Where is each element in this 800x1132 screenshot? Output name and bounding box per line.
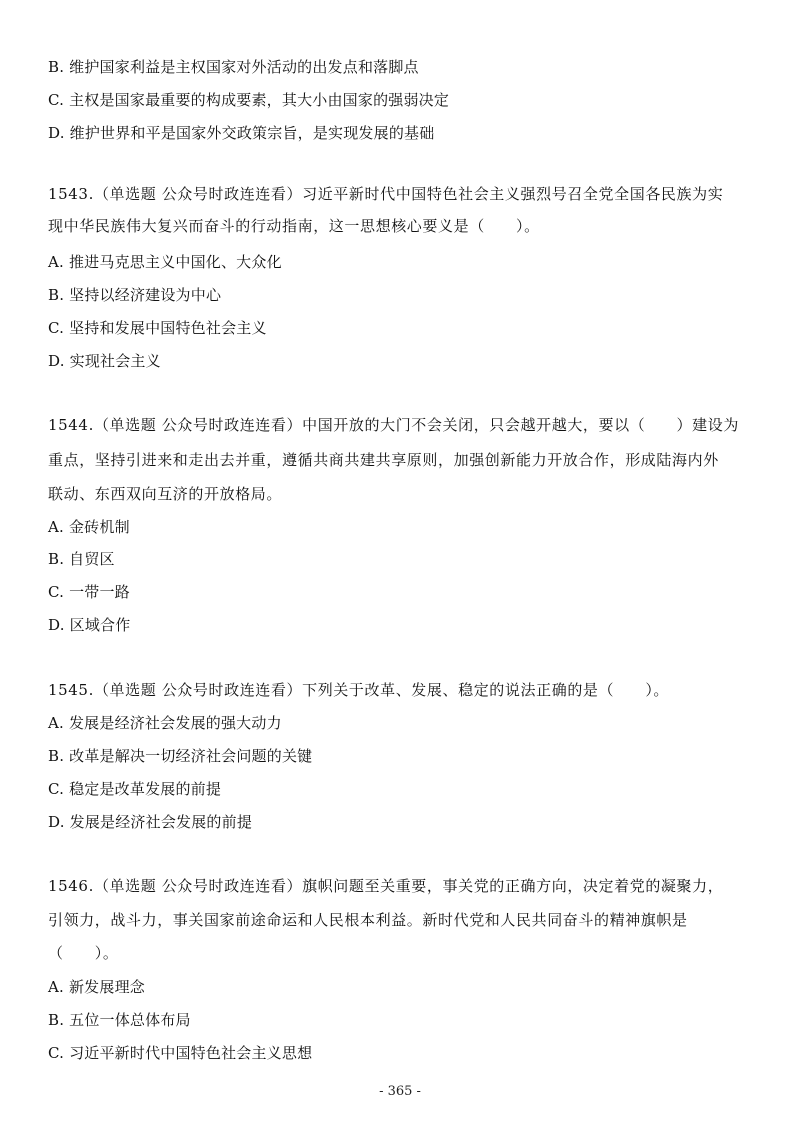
question-stem-line: 现中华民族伟大复兴而奋斗的行动指南，这一思想核心要义是（ ）。 [48,217,540,235]
question-stem-line: 联动、东西双向互济的开放格局。 [48,485,283,503]
question-stem-line: 1543.（单选题 公众号时政连连看）习近平新时代中国特色社会主义强烈号召全党全国各民族为实 [48,185,724,203]
option-d: D. 发展是经济社会发展的前提 [48,813,253,831]
option-d: D. 实现社会主义 [48,352,161,370]
question-stem-line: 1545.（单选题 公众号时政连连看）下列关于改革、发展、稳定的说法正确的是（ ）。 [48,681,670,699]
option-a: A. 发展是经济社会发展的强大动力 [48,714,282,732]
question-stem-line: 重点，坚持引进来和走出去并重，遵循共商共建共享原则，加强创新能力开放合作，形成陆海内外 [48,451,719,469]
question-stem-line: 1544.（单选题 公众号时政连连看）中国开放的大门不会关闭，只会越开越大，要以（ ）建设为 [48,416,739,434]
option-c: C. 稳定是改革发展的前提 [48,780,222,798]
option-b: B. 改革是解决一切经济社会问题的关键 [48,747,313,765]
option-d: D. 维护世界和平是国家外交政策宗旨，是实现发展的基础 [48,124,435,142]
option-c: C. 坚持和发展中国特色社会主义 [48,319,267,337]
option-b: B. 坚持以经济建设为中心 [48,286,222,304]
question-stem-line: 引领力，战斗力，事关国家前途命运和人民根本利益。新时代党和人民共同奋斗的精神旗帜是 [48,911,688,929]
question-stem-line: （ ）。 [48,944,119,962]
question-stem-line: 1546.（单选题 公众号时政连连看）旗帜问题至关重要，事关党的正确方向，决定着党的凝聚力， [48,877,724,895]
option-b: B. 五位一体总体布局 [48,1011,191,1029]
option-a: A. 金砖机制 [48,518,130,536]
option-b: B. 维护国家利益是主权国家对外活动的出发点和落脚点 [48,58,419,76]
page-number: - 365 - [379,1084,421,1099]
option-c: C. 主权是国家最重要的构成要素，其大小由国家的强弱决定 [48,91,450,109]
option-c: C. 习近平新时代中国特色社会主义思想 [48,1044,313,1062]
option-c: C. 一带一路 [48,583,130,601]
option-a: A. 推进马克思主义中国化、大众化 [48,253,282,271]
option-b: B. 自贸区 [48,550,115,568]
option-d: D. 区域合作 [48,616,131,634]
option-a: A. 新发展理念 [48,978,145,996]
